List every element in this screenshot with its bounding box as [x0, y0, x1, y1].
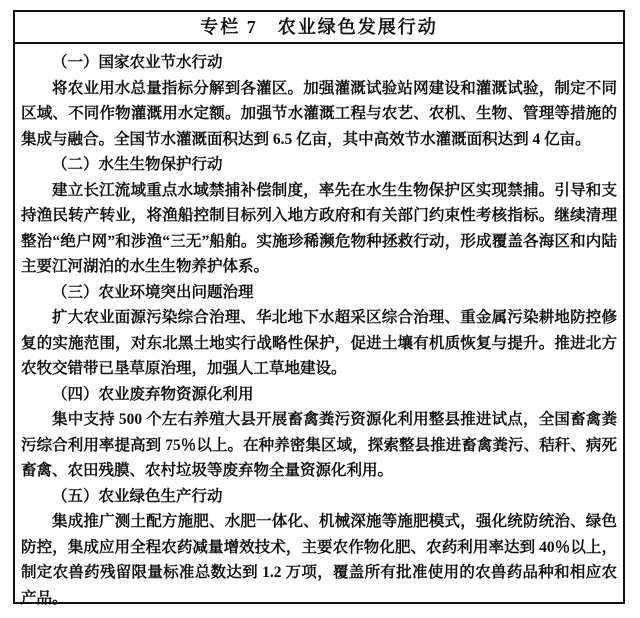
panel-title: 专栏 7 农业绿色发展行动	[200, 17, 438, 37]
section-5	[21, 484, 617, 612]
section-4	[21, 382, 617, 484]
section-2-heading: （二）水生生物保护行动	[52, 156, 223, 173]
section-3-body: 扩大农业面源污染综合治理、华北地下水超采区综合治理、重金属污染耕地防控修复的实施范围，对东北黑土地实行战略性保护，促进土壤有机质恢复与提升。推进北方农牧交错带已垦草原治理，加强人工草地建设。	[21, 309, 617, 377]
section-5-body: 集成推广测土配方施肥、水肥一体化、机械深施等施肥模式，强化统防统治、绿色防控，集成应用全程农药减量增效技术，主要农作物化肥、农药利用率达到 40％以上，制定农兽药残留限量标准总数达到 1.2 万项，覆盖所有批准使用的农兽药品种和相应农产品。	[21, 513, 617, 607]
panel-title-bar	[15, 12, 623, 44]
section-4-heading: （四）农业废弃物资源化利用	[52, 385, 254, 403]
section-1-heading: （一）国家农业节水行动	[52, 54, 223, 71]
panel-body	[15, 44, 623, 615]
section-4-body: 集中支持 500 个左右养殖大县开展畜禽粪污资源化利用整县推进试点，全国畜禽粪污综合利用率提高到 75％以上。在种养密集区域，探索整县推进畜禽粪污、秸秆、病死畜禽、农田残膜、农村垃圾等废弃物全量资源化利用。	[21, 411, 617, 479]
section-1	[21, 50, 617, 152]
section-5-heading: （五）农业绿色生产行动	[52, 487, 223, 505]
section-2	[21, 152, 617, 280]
section-2-body: 建立长江流域重点水域禁捕补偿制度，率先在水生生物保护区实现禁捕。引导和支持渔民转产转业，将渔船控制目标列入地方政府和有关部门约束性考核指标。继续清理整治“绝户网”和涉渔“三无”船舶。实施珍稀濒危物种拯救行动，形成覆盖各海区和内陆主要江河湖泊的水生生物养护体系。	[21, 181, 617, 275]
section-3-heading: （三）农业环境突出问题治理	[52, 283, 254, 301]
policy-column-panel	[13, 10, 625, 607]
section-3	[21, 280, 617, 382]
section-1-body: 将农业用水总量指标分解到各灌区。加强灌溉试验站网建设和灌溉试验，制定不同区域、不同作物灌溉用水定额。加强节水灌溉工程与农艺、农机、生物、管理等措施的集成与融合。全国节水灌溉面积达到 6.5 亿亩，其中高效节水灌溉面积达到 4 亿亩。	[21, 79, 617, 148]
